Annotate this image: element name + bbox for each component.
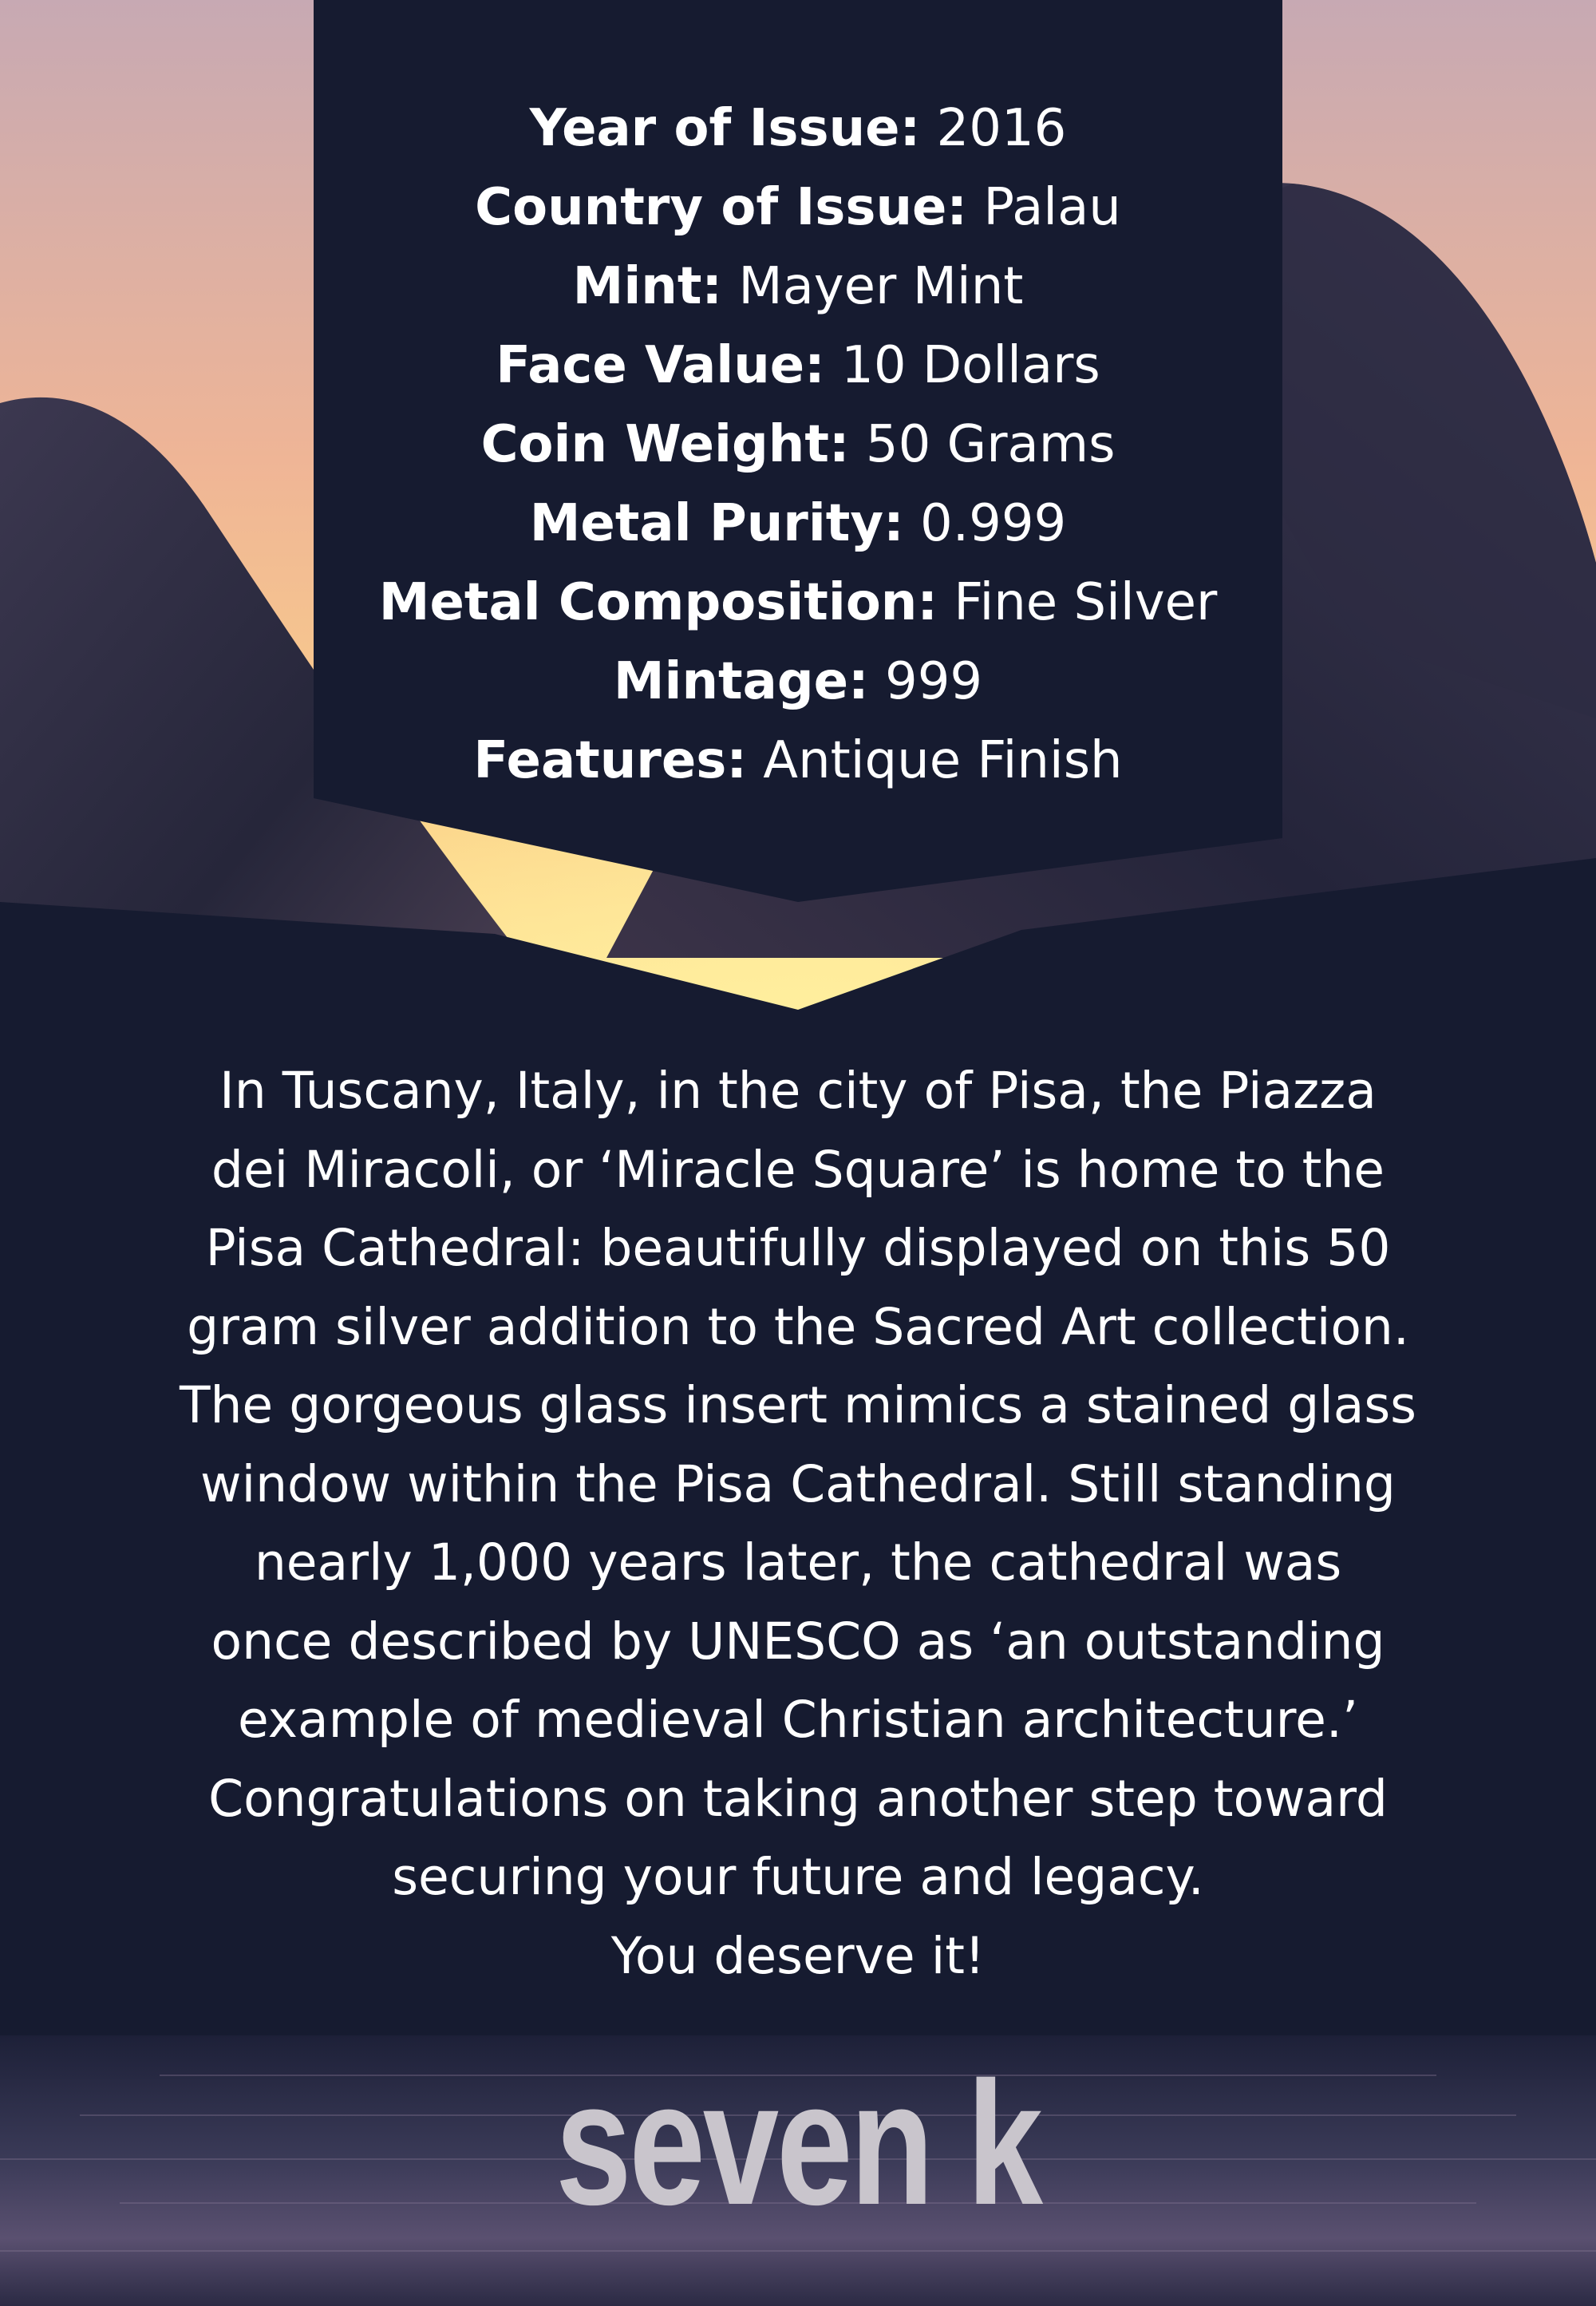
spec-value: 50 Grams — [865, 415, 1116, 474]
spec-face-value — [496, 326, 1100, 405]
spec-label: Mint: — [572, 257, 723, 316]
spec-label: Year of Issue: — [529, 99, 921, 158]
description-line: In Tuscany, Italy, in the city of Pisa, the Piazza — [219, 1062, 1377, 1120]
spec-year — [530, 89, 1067, 168]
spec-value: Mayer Mint — [738, 257, 1024, 316]
description-line: Pisa Cathedral: beautifully displayed on this 50 — [205, 1219, 1391, 1277]
description-line: nearly 1,000 years later, the cathedral was — [254, 1533, 1342, 1592]
spec-country — [475, 168, 1121, 247]
spec-coin-weight — [481, 405, 1116, 485]
description-line: The gorgeous glass insert mimics a stained glass — [180, 1376, 1416, 1434]
description-line: securing your future and legacy. — [392, 1848, 1204, 1906]
description-line: example of medieval Christian architecture.’ — [238, 1691, 1358, 1749]
spec-label: Metal Purity: — [529, 494, 904, 553]
spec-mintage — [614, 643, 982, 722]
spec-value: 2016 — [936, 99, 1067, 158]
spec-value: 0.999 — [920, 494, 1067, 553]
description — [96, 1052, 1500, 1996]
spec-value: 999 — [884, 652, 983, 711]
spec-features — [473, 722, 1122, 801]
spec-value: Palau — [983, 178, 1121, 237]
specs-list — [314, 0, 1282, 838]
spec-mint — [573, 247, 1024, 326]
description-line: Congratulations on taking another step toward — [208, 1769, 1388, 1828]
spec-label: Country of Issue: — [475, 178, 968, 237]
brand-logo: seven k — [555, 2045, 1041, 2241]
spec-value: Antique Finish — [763, 731, 1123, 790]
spec-label: Coin Weight: — [480, 415, 850, 474]
spec-value: Fine Silver — [954, 573, 1218, 632]
spec-metal-composition — [379, 564, 1218, 643]
description-line: gram silver addition to the Sacred Art collection. — [187, 1297, 1409, 1356]
description-line: You deserve it! — [610, 1926, 986, 1985]
spec-value: 10 Dollars — [841, 336, 1100, 395]
spec-label: Face Value: — [496, 336, 825, 395]
spec-label: Metal Composition: — [378, 573, 938, 632]
spec-label: Mintage: — [613, 652, 869, 711]
description-line: once described by UNESCO as ‘an outstanding — [211, 1612, 1385, 1671]
description-line: dei Miracoli, or ‘Miracle Square’ is home to the — [211, 1140, 1385, 1199]
description-line: window within the Pisa Cathedral. Still standing — [200, 1454, 1396, 1513]
spec-metal-purity — [530, 485, 1067, 564]
spec-label: Features: — [473, 731, 747, 790]
